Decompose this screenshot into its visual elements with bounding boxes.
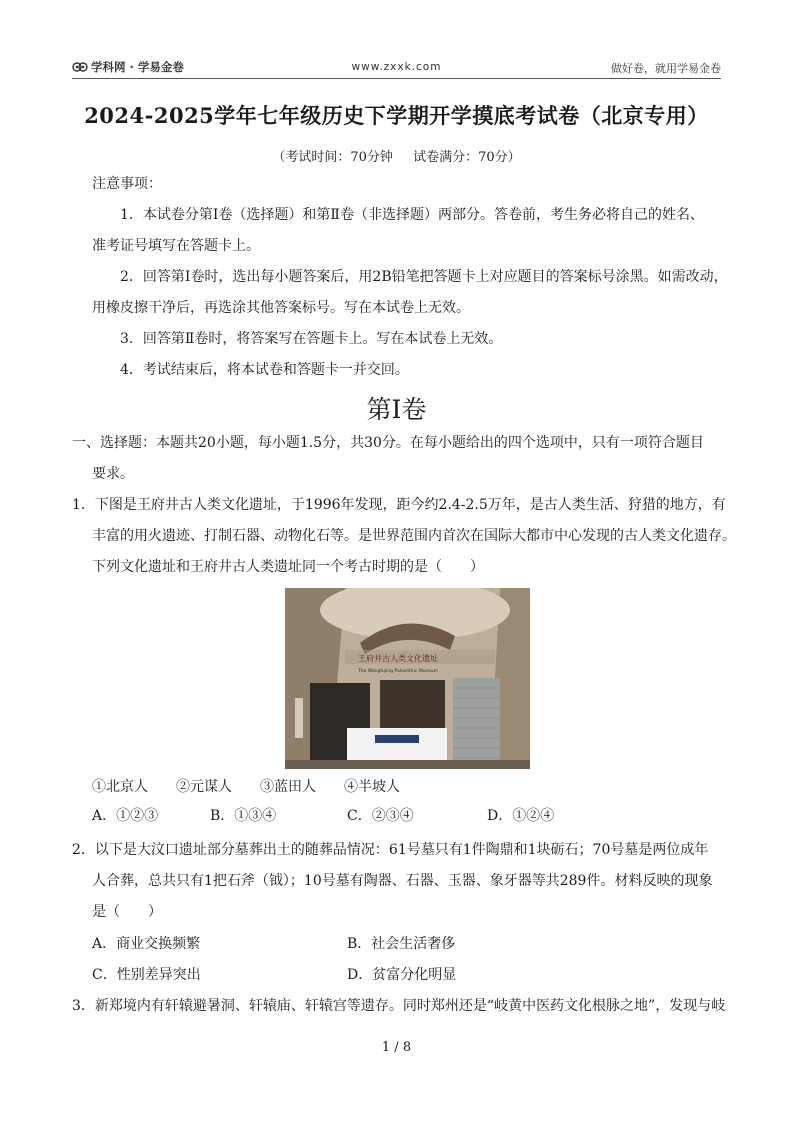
header-url: www.zxxk.com [351, 61, 442, 73]
q1-line-2: 丰富的用火遗迹、打制石器、动物化石等。是世界范围内首次在国际大都市中心发现的古人类文化遗存。 [92, 528, 736, 544]
q2-line-2: 人合葬，总共只有1把石斧（钺）；10号墓有陶器、石器、玉器、象牙器等共289件。材料反映的现象 [92, 873, 713, 889]
q1-line-3: 下列文化遗址和王府井古人类遗址同一个考古时期的是（ ） [92, 559, 484, 575]
q1-option-a: A．①②③ [92, 808, 159, 824]
exam-time: （考试时间：70分钟 [272, 150, 393, 165]
exam-subtitle [0, 146, 793, 165]
part-intro-line-2: 要求。 [92, 466, 134, 482]
q3-line-1: 3．新郑境内有轩辕避暑洞、轩辕庙、轩辕宫等遗存。同时郑州还是“岐黄中医药文化根脉之地”，发现与岐 [72, 998, 726, 1014]
notes-heading: 注意事项： [92, 176, 162, 192]
note-4: 4．考试结束后，将本试卷和答题卡一并交回。 [120, 362, 409, 378]
q2-option-c: C．性别差异突出 [92, 967, 201, 983]
section-title: 第Ⅰ卷 [366, 395, 427, 424]
exam-score: 试卷满分：70分） [413, 150, 521, 165]
museum-photo [285, 588, 530, 769]
q2-line-3: 是（ ） [92, 904, 162, 920]
q1-option-c: C．②③④ [347, 808, 414, 824]
q2-option-b: B．社会生活奢侈 [347, 936, 456, 952]
q2-option-a: A．商业交换频繁 [92, 936, 201, 952]
q2-line-1: 2．以下是大汶口遗址部分墓葬出土的随葬品情况：61号墓只有1件陶鼎和1块砺石；70号墓是两位成年 [72, 842, 709, 858]
q1-option-d: D．①②④ [487, 808, 555, 824]
q1-line-1: 1．下图是王府井古人类文化遗址，于1996年发现，距今约2.4-2.5万年，是古人类生活、狩猎的地方，有 [72, 497, 726, 513]
note-2-line-2: 用橡皮擦干净后，再选涂其他答案标号。写在本试卷上无效。 [92, 300, 470, 316]
note-1-line-2: 准考证号填写在答题卡上。 [92, 238, 260, 254]
q2-option-d: D．贫富分化明显 [347, 967, 457, 983]
note-3: 3．回答第Ⅱ卷时，将答案写在答题卡上。写在本试卷上无效。 [120, 331, 503, 347]
q1-option-b: B．①③④ [210, 808, 277, 824]
part-intro-line-1: 一、选择题：本题共20小题，每小题1.5分，共30分。在每小题给出的四个选项中，只有一项符合题目 [72, 435, 704, 451]
brand-name: 学科网 · 学易金卷 [91, 60, 184, 74]
page-header [72, 56, 721, 79]
photo-sign-en-text: The Wangfujing Paleolithic Museum [358, 669, 438, 674]
photo-sign-text: 王府井古人类文化遗址 [358, 654, 438, 663]
header-slogan: 做好卷，就用学易金卷 [611, 62, 721, 75]
q1-items: ①北京人 ②元谋人 ③蓝田人 ④半坡人 [92, 779, 400, 795]
note-2-line-1: 2．回答第Ⅰ卷时，选出每小题答案后，用2B铅笔把答题卡上对应题目的答案标号涂黑。如需改动， [120, 269, 728, 285]
exam-title: 2024-2025学年七年级历史下学期开学摸底考试卷（北京专用） [84, 103, 709, 128]
page-number: 1 / 8 [381, 1040, 412, 1055]
note-1-line-1: 1．本试卷分第Ⅰ卷（选择题）和第Ⅱ卷（非选择题）两部分。答卷前，考生务必将自己的姓名、 [120, 207, 704, 223]
